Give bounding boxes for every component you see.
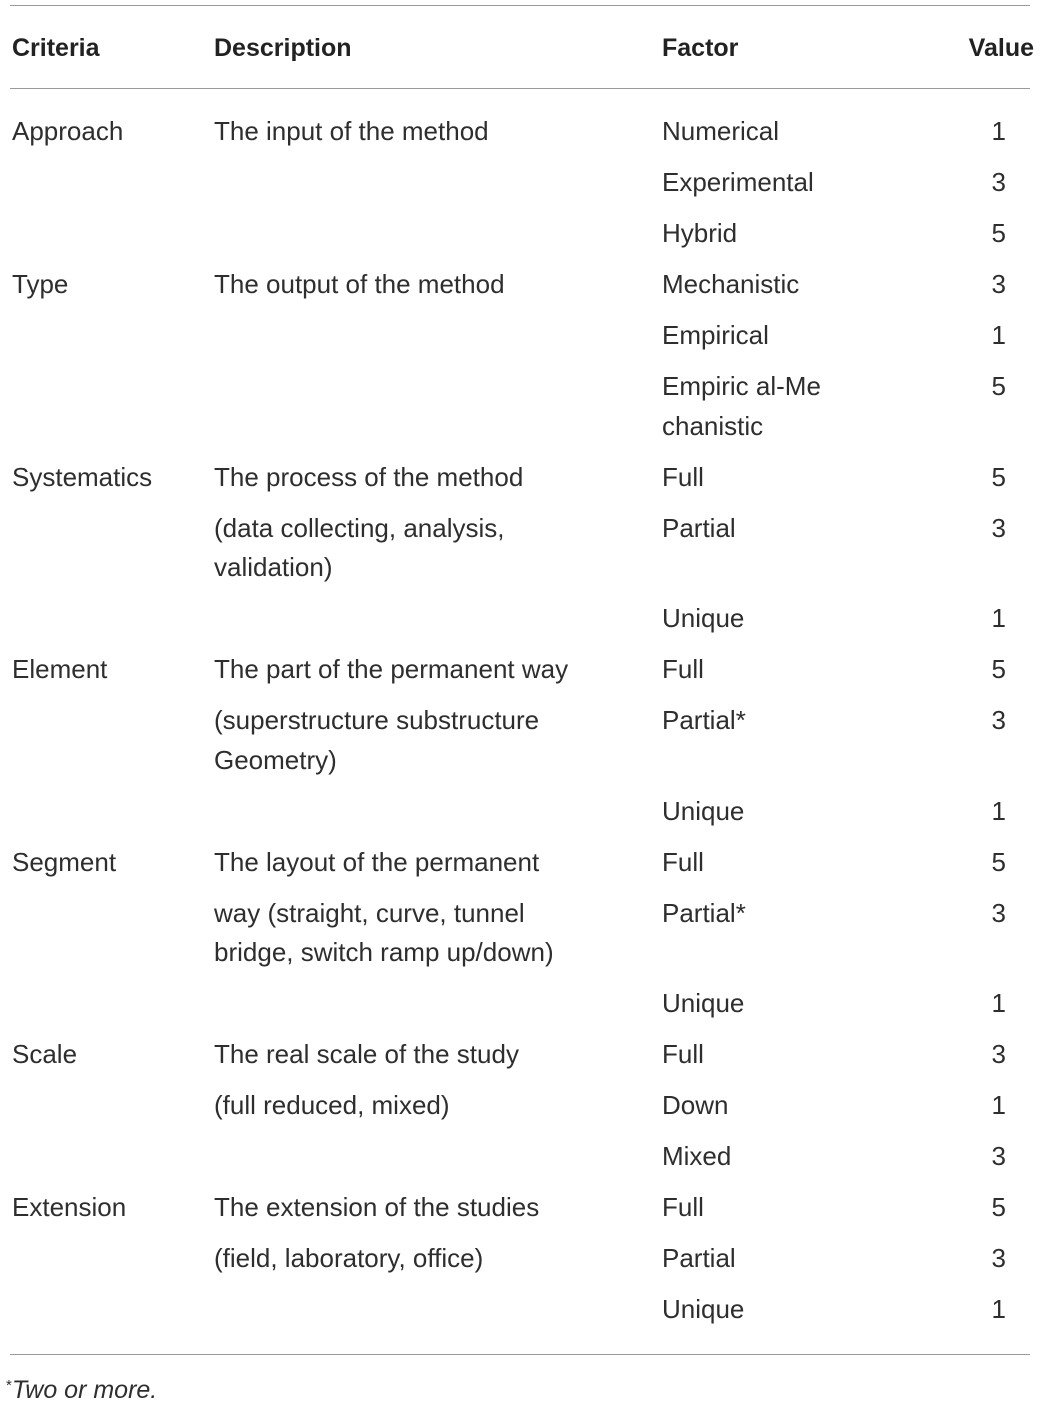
factor-cell: Full <box>662 461 704 492</box>
value-cell: 3 <box>991 512 1006 543</box>
value-cell: 3 <box>991 897 1006 928</box>
description-line: validation) <box>214 552 333 582</box>
criteria-cell: Element <box>12 654 108 684</box>
description-line: way (straight, curve, tunnel <box>214 897 525 928</box>
value-cell: 1 <box>991 1294 1006 1324</box>
header-description: Description <box>214 34 352 62</box>
value-cell: 3 <box>991 269 1006 299</box>
factor-cell: Hybrid <box>662 218 738 248</box>
factor-cell: Experimental <box>662 167 814 197</box>
factor-cell: Empirical <box>662 320 769 350</box>
factor-cell: Partial <box>662 512 736 543</box>
value-cell: 3 <box>991 167 1006 197</box>
criteria-cell: Extension <box>12 1192 127 1222</box>
value-cell: 5 <box>991 1192 1006 1222</box>
factor-cell: Partial <box>662 1243 736 1273</box>
factor-cell: Full <box>662 846 704 877</box>
value-cell: 5 <box>991 846 1006 877</box>
factor-cell: Mixed <box>662 1141 732 1171</box>
description-line: (superstructure substructure <box>214 705 540 735</box>
header-factor: Factor <box>662 34 739 62</box>
factor-cell: Full <box>662 654 704 684</box>
header-divider-rule <box>10 88 1030 89</box>
factor-cell: Numerical <box>662 116 780 146</box>
factor-cell: Unique <box>662 988 745 1018</box>
value-cell: 3 <box>991 1039 1006 1069</box>
table-top-rule <box>10 5 1030 6</box>
description-line: (field, laboratory, office) <box>214 1243 484 1273</box>
description-line: (data collecting, analysis, <box>214 512 505 543</box>
table-bottom-rule <box>10 1354 1030 1355</box>
value-cell: 1 <box>991 988 1006 1018</box>
description-line: bridge, switch ramp up/down) <box>214 937 554 967</box>
value-cell: 1 <box>991 320 1006 350</box>
value-cell: 3 <box>991 705 1006 735</box>
criteria-cell: Segment <box>12 846 117 877</box>
header-criteria: Criteria <box>12 34 100 62</box>
description-line: The part of the permanent way <box>214 654 569 684</box>
description-line: The process of the method <box>214 461 524 492</box>
description-line: (full reduced, mixed) <box>214 1090 450 1120</box>
criteria-cell: Type <box>12 269 69 299</box>
factor-cell: Mechanistic <box>662 269 800 299</box>
factor-cell: Full <box>662 1039 704 1069</box>
value-cell: 1 <box>991 1090 1006 1120</box>
criteria-cell: Scale <box>12 1039 78 1069</box>
factor-cell: Empiric al-Me <box>662 371 821 401</box>
table-footnote <box>6 1366 157 1410</box>
value-cell: 1 <box>991 116 1006 146</box>
footnote-marker: * <box>6 1377 12 1394</box>
factor-cell: Unique <box>662 603 745 633</box>
value-cell: 3 <box>991 1243 1006 1273</box>
factor-cell: chanistic <box>662 410 764 441</box>
description-line: The extension of the studies <box>214 1192 540 1222</box>
factor-cell: Down <box>662 1090 729 1120</box>
factor-cell: Unique <box>662 795 745 826</box>
factor-cell: Partial* <box>662 705 746 735</box>
value-cell: 5 <box>991 654 1006 684</box>
value-cell: 1 <box>991 603 1006 633</box>
factor-cell: Unique <box>662 1294 745 1324</box>
value-cell: 5 <box>991 371 1006 401</box>
value-cell: 5 <box>991 461 1006 492</box>
value-cell: 3 <box>991 1141 1006 1171</box>
criteria-cell: Systematics <box>12 461 153 492</box>
header-value: Value <box>968 34 1034 62</box>
description-line: Geometry) <box>214 744 337 775</box>
description-line: The real scale of the study <box>214 1039 519 1069</box>
criteria-cell: Approach <box>12 116 124 146</box>
description-line: The output of the method <box>214 269 505 299</box>
footnote-text: Two or more. <box>11 1376 158 1404</box>
description-line: The layout of the permanent <box>214 846 540 877</box>
value-cell: 1 <box>991 795 1006 826</box>
factor-cell: Partial* <box>662 897 746 928</box>
description-line: The input of the method <box>214 116 489 146</box>
value-cell: 5 <box>991 218 1006 248</box>
factor-cell: Full <box>662 1192 704 1222</box>
